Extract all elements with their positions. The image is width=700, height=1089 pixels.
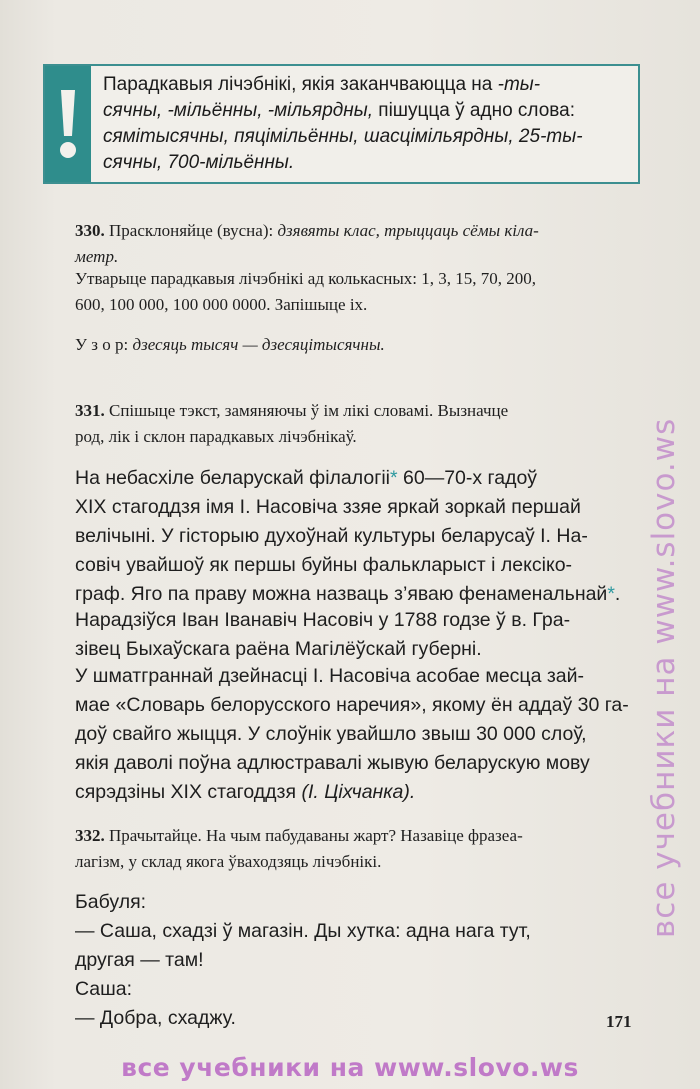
text-run: доў свайго жыцця. У слоўнік увайшло звыш 30 000 слоў, <box>75 723 587 745</box>
exercise-number: 332. <box>75 826 105 845</box>
text-line <box>75 580 650 609</box>
text-line <box>75 691 650 720</box>
exercise-331-text-c <box>75 662 650 807</box>
text-line <box>103 98 631 124</box>
text-line <box>75 551 650 580</box>
text-line <box>75 849 650 875</box>
text-line <box>75 398 650 424</box>
rule-box <box>43 64 640 184</box>
text-line <box>103 124 631 150</box>
text-run: совіч увайшоў як першы буйны фалькларыст і лексіко- <box>75 554 573 576</box>
italic-text: метр. <box>75 247 119 266</box>
italic-text: сячны, 700-мільённы. <box>103 152 295 173</box>
text-line <box>75 635 650 664</box>
text-run: Нарадзіўся Іван Іванавіч Насовіч у 1788 годзе ў в. Гра- <box>75 609 571 631</box>
text-run: XIX стагоддзя імя І. Насовіча ззяе яркай зоркай першай <box>75 496 581 518</box>
text-run: пішуцца ў адно слова: <box>373 100 576 121</box>
text-run: зівец Быхаўскага раёна Магілёўскай губерні. <box>75 638 482 660</box>
dialogue-line: Саша: <box>75 978 133 1000</box>
text-run: . <box>614 583 621 605</box>
side-watermark: все учебники на www.slovo.ws <box>646 417 682 938</box>
text-line <box>75 662 650 691</box>
dialogue-line: Бабуля: <box>75 891 147 913</box>
task-line: Утварыце парадкавыя лічэбнікі ад колькасных: 1, 3, 15, 70, 200, <box>75 269 536 288</box>
exercise-330-pattern <box>75 332 650 358</box>
text-run: якія даволі поўна адлюстравалі жывую беларускую мову <box>75 752 590 774</box>
exercise-331-heading <box>75 398 650 450</box>
dialogue-line: — Добра, схаджу. <box>75 1007 236 1029</box>
text-run: Парадкавыя лічэбнікі, якія заканчваюцца на <box>103 74 498 95</box>
page-number: 171 <box>606 1012 632 1031</box>
text-line <box>103 72 631 98</box>
italic-text: -ты- <box>497 74 541 95</box>
text-line <box>75 823 650 849</box>
text-run: На небасхіле беларускай філалогіі <box>75 467 390 489</box>
text-run: 60—70-х гадоў <box>397 467 538 489</box>
dialogue-line: другая — там! <box>75 949 204 971</box>
text-run: род, лік і склон парадкавых лічэбнікаў. <box>75 427 357 446</box>
text-line <box>75 720 650 749</box>
text-run: велічыні. У гісторыю духоўнай культуры беларусаў І. На- <box>75 525 588 547</box>
exercise-332-heading <box>75 823 650 875</box>
italic-text: сямітысячны, пяцімільённы, шасцімільярдны, 25-ты- <box>103 126 583 147</box>
text-line <box>75 464 650 493</box>
italic-text: сячны, -мільённы, -мільярдны, <box>103 100 373 121</box>
text-line <box>75 493 650 522</box>
text-line <box>75 218 650 244</box>
bottom-watermark: все учебники на www.slovo.ws <box>121 1053 579 1082</box>
text-line <box>75 522 650 551</box>
exercise-332-dialogue <box>75 888 650 1033</box>
text-run: мае «Словарь белорусского наречия», якому ён аддаў 30 га- <box>75 694 629 716</box>
exercise-number: 330. <box>75 221 105 240</box>
text-line <box>103 150 631 176</box>
text-line <box>75 424 650 450</box>
text-run: Прасклоняйце (вусна): <box>104 221 278 240</box>
text-run: Спішыце тэкст, замяняючы ў ім лікі словамі. Вызначце <box>104 401 509 420</box>
italic-text: дзявяты клас, трыццаць сёмы кіла- <box>277 221 539 240</box>
rule-text <box>103 72 631 176</box>
text-run: Прачытайце. На чым пабудаваны жарт? Назавіце фразеа- <box>104 826 523 845</box>
exercise-number: 331. <box>75 401 105 420</box>
text-line <box>75 606 650 635</box>
dialogue-line: — Саша, схадзі ў магазін. Ды хутка: адна нага тут, <box>75 920 531 942</box>
italic-text: дзесяць тысяч — дзесяцітысячны. <box>132 335 385 354</box>
exercise-331-text-b <box>75 606 650 664</box>
text-run: У шматграннай дзейнасці І. Насовіча асобае месца зай- <box>75 665 585 687</box>
exercise-330-task <box>75 266 650 318</box>
text-line <box>75 749 650 778</box>
text-run: лагізм, у склад якога ўваходзяць лічэбнікі. <box>75 852 382 871</box>
exercise-331-text-a <box>75 464 650 609</box>
text-run: сярэдзіны XIX стагоддзя <box>75 781 302 803</box>
text-line <box>75 778 650 807</box>
rule-sidebar <box>45 66 91 182</box>
task-line: 600, 100 000, 100 000 0000. Запішыце іх. <box>75 295 368 314</box>
italic-text: (І. Ціхчанка). <box>301 781 416 803</box>
exercise-330-heading <box>75 218 650 270</box>
exclamation-icon <box>55 90 81 160</box>
footnote-star: * <box>607 583 615 605</box>
text-run: У з о р: <box>75 335 133 354</box>
text-line <box>75 332 650 358</box>
text-run: граф. Яго па праву можна назваць з’яваю фенаменальнай <box>75 583 608 605</box>
footnote-star: * <box>390 467 398 489</box>
